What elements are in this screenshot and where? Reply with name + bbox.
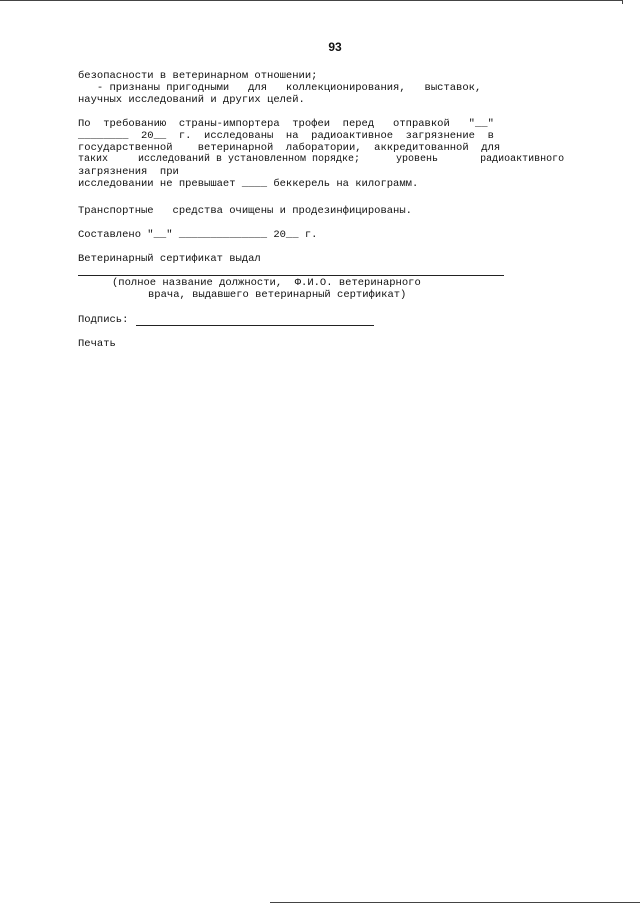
text-line: научных исследований и других целей. [78, 94, 305, 106]
text-line: загрязнения при [78, 166, 179, 178]
stamp-label: Печать [78, 338, 116, 350]
page-edge-top [0, 0, 622, 1]
text-line: государственной ветеринарной лаборатории, аккредитованной для [78, 142, 501, 154]
issued-by-hint: врача, выдавшего ветеринарный сертификат) [148, 289, 407, 301]
page-edge-right [622, 0, 623, 4]
transport-statement: Транспортные средства очищены и продезинфицированы. [78, 205, 412, 217]
signature-underline [136, 325, 374, 326]
signature-label: Подпись: [78, 314, 129, 326]
page-edge-bottom [270, 902, 640, 903]
text-line: ________ 20__ г. исследованы на радиоактивное загрязнение в [78, 130, 494, 142]
text-line: безопасности в ветеринарном отношении; [78, 70, 318, 82]
page-number: 93 [328, 40, 342, 54]
text-line: исследовании не превышает ____ беккерель на килограмм. [78, 178, 419, 190]
text-line: По требованию страны-импортера трофеи перед отправкой "__" [78, 118, 494, 130]
issued-by-label: Ветеринарный сертификат выдал [78, 253, 261, 265]
issued-by-underline [78, 275, 504, 276]
text-line: - признаны пригодными для коллекционирования, выставок, [78, 82, 482, 94]
compiled-date-line: Составлено "__" ______________ 20__ г. [78, 229, 318, 241]
issued-by-hint: (полное название должности, Ф.И.О. ветеринарного [112, 277, 421, 289]
text-line: таких исследований в установленном порядке; уровень радиоактивного [78, 154, 565, 165]
